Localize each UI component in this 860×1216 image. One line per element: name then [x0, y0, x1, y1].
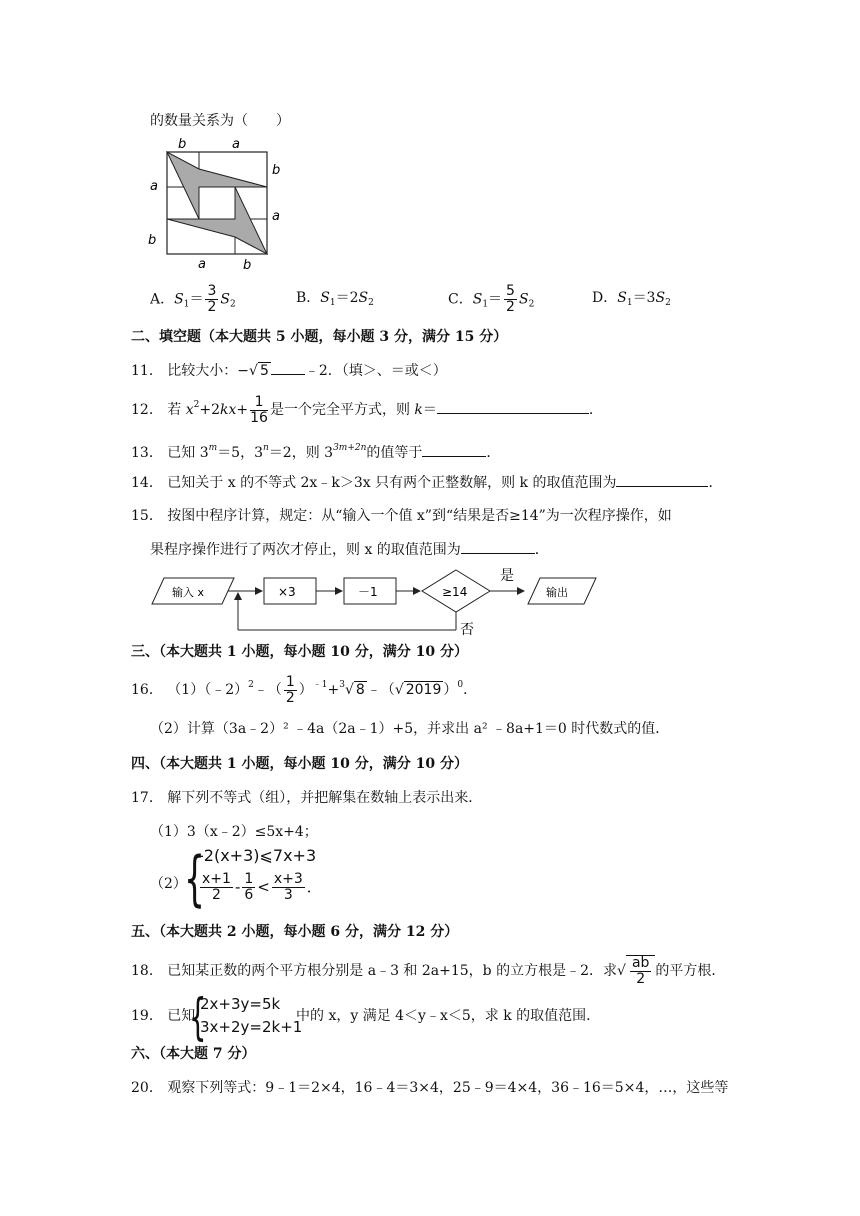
option-d[interactable]: D．$S_1=3S_2$	[592, 290, 671, 308]
question-17-part1: （1）3（x﹣2）≤5x+4；	[150, 824, 318, 840]
fig-label-a-bottom: a	[198, 257, 206, 272]
system-eq-2: 3x+2y=2k+1	[200, 1018, 303, 1036]
flow-no: 否	[460, 622, 474, 636]
question-19-text: 中的 x，y 满足 4＜y﹣x＜5，求 k 的取值范围．	[296, 1008, 601, 1024]
q10-tail: 的数量关系为（ ）	[150, 113, 290, 129]
question-16-part1: 16． （1）（﹣2）$^2$﹣（ $\frac{1}{2}$ ）$^{﹣1}$+$^3$√ 8 ﹣（√ 2019 ）$^0$．	[131, 673, 478, 706]
system-ineq-2: $\frac{x+1}{2}$ - $\frac{1}{6}$ < $\frac{x+3}{3}$ ．	[202, 871, 322, 903]
section-title: 二、填空题（本大题共 5 小题，每小题 3 分，满分 15 分）	[131, 329, 508, 345]
flow-output: 输出	[546, 586, 568, 599]
option-b[interactable]: B．$S_1=2S_2$	[296, 290, 374, 308]
answer-blank[interactable]	[461, 539, 535, 554]
question-19-label: 19． 已知	[131, 1008, 196, 1024]
answer-blank[interactable]	[437, 399, 589, 414]
system-ineq-1: -2(x+3)⩽7x+3	[198, 846, 317, 865]
section-title: 三、（本大题共 1 小题，每小题 10 分，满分 10 分）	[131, 644, 468, 660]
question-18: 18． 已知某正数的两个平方根分别是 a﹣3 和 2a+15，b 的立方根是﹣2．求√ $\frac{ab}{2}$ 的平方根．	[131, 954, 726, 987]
fig-label-b-left: b	[148, 233, 157, 248]
flow-input: 输入 x	[172, 586, 205, 599]
flowchart	[148, 566, 608, 636]
question-15-line1: 15． 按图中程序计算，规定：从“输入一个值 x”到“结果是否≥14”为一次程序操作，如	[131, 508, 672, 524]
flow-condition: ≥14	[442, 585, 468, 599]
flow-minus1: －1	[358, 585, 378, 599]
section-title: 六、（本大题 7 分）	[131, 1046, 256, 1062]
section-title: 五、（本大题共 2 小题，每小题 6 分，满分 12 分）	[131, 924, 459, 940]
fig-label-b-top: b	[178, 137, 187, 152]
question-16-part2: （2）计算（3a﹣2）² ﹣4a（2a﹣1）+5，并求出 a² ﹣8a+1＝0 时代数式的值．	[150, 721, 670, 737]
fig-label-a-left: a	[150, 179, 158, 194]
system-eq-1: 2x+3y=5k	[200, 995, 281, 1013]
question-17: 17． 解下列不等式（组），并把解集在数轴上表示出来．	[131, 790, 483, 806]
question-12: 12． 若 $x^2+2kx+$ $\frac{1}{16}$ 是一个完全平方式，则 k＝ ．	[131, 393, 603, 426]
question-15-line2: 果程序操作进行了两次才停止，则 x 的取值范围为 ．	[150, 539, 549, 560]
flow-yes: 是	[500, 568, 514, 584]
fig-label-a-top: a	[232, 137, 240, 152]
fig-label-a-right: a	[272, 209, 280, 224]
fig-label-b-right: b	[272, 163, 281, 178]
question-11: 11． 比较大小：−√ 5 ﹣2．（填＞、＝或＜）	[131, 360, 447, 381]
square-figure	[140, 132, 290, 272]
option-a[interactable]: A．$S_1=$ $\frac{3}{2}$ $S_2$	[150, 283, 236, 315]
question-13: 13． 已知 $3^m=5$，$3^n=2$，则 $3^{3m+2n}$的值等于 ．	[131, 443, 501, 461]
brace: {	[184, 844, 206, 914]
answer-blank[interactable]	[616, 472, 708, 487]
question-20: 20． 观察下列等式：9﹣1＝2×4，16﹣4＝3×4，25﹣9＝4×4，36﹣16＝5×4，…，这些等	[131, 1080, 729, 1096]
question-14: 14． 已知关于 x 的不等式 2x﹣k＞3x 只有两个正整数解，则 k 的取值范围为 ．	[131, 472, 722, 493]
flow-times3: ×3	[278, 585, 296, 599]
section-title: 四、（本大题共 1 小题，每小题 10 分，满分 10 分）	[131, 756, 468, 772]
question-17-part2-label: （2）	[150, 876, 187, 892]
fig-label-b-bottom: b	[243, 258, 252, 272]
option-c[interactable]: C．$S_1=$ $\frac{5}{2}$ $S_2$	[448, 283, 535, 315]
answer-blank[interactable]	[422, 442, 486, 457]
brace: {	[189, 988, 207, 1046]
